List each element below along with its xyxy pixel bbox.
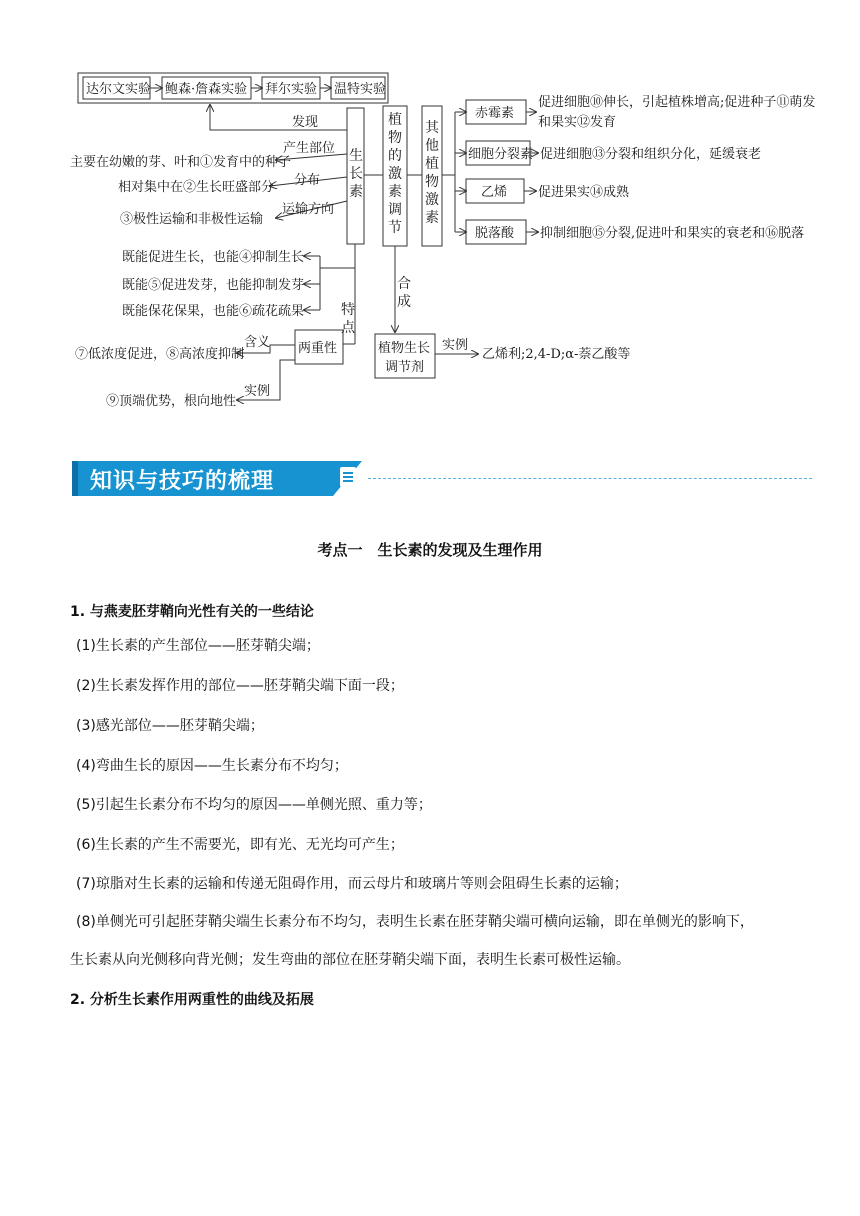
concept-diagram — [0, 0, 860, 420]
list-item: (8)单侧光可引起胚芽鞘尖端生长素分布不均匀，表明生长素在胚芽鞘尖端可横向运输，即在单侧光的影响下， — [76, 914, 754, 930]
text-gibberellin-2: 和果实⑫发育 — [538, 115, 617, 130]
box-paal: 拜尔实验 — [265, 82, 318, 97]
box-cytokinin: 细胞分裂素 — [468, 147, 534, 162]
label-distribution: 分布 — [294, 173, 321, 188]
box-regulator-2: 调节剂 — [385, 360, 425, 375]
label-synthesis-1: 合 — [397, 276, 411, 292]
list-item: (1)生长素的产生部位——胚芽鞘尖端； — [76, 638, 320, 654]
label-synthesis-2: 成 — [397, 294, 411, 310]
plant-hormone-char-4: 激 — [388, 166, 402, 182]
label-feature-2: 点 — [341, 320, 355, 336]
box-darwin: 达尔文实验 — [86, 82, 152, 97]
other-hormone-char-2: 他 — [425, 138, 439, 154]
list-item: (3)感光部位——胚芽鞘尖端； — [76, 718, 264, 734]
plant-hormone-char-5: 素 — [388, 184, 402, 200]
text-regulator-examples: 乙烯利;2,4-D;α-萘乙酸等 — [482, 347, 631, 362]
list-item: (4)弯曲生长的原因——生长素分布不均匀； — [76, 758, 348, 774]
box-two-nature: 两重性 — [298, 341, 338, 356]
banner-title: 知识与技巧的梳理 — [90, 469, 275, 494]
text-origin: 主要在幼嫩的芽、叶和①发育中的种子 — [70, 155, 292, 170]
section-banner — [72, 461, 812, 497]
plant-hormone-char-1: 植 — [388, 112, 402, 128]
text-meaning: ⑦低浓度促进，⑧高浓度抑制 — [75, 347, 245, 362]
label-regulator-example: 实例 — [442, 338, 469, 353]
other-hormone-char-3: 植 — [425, 156, 439, 172]
box-gibberellin: 赤霉素 — [475, 106, 515, 121]
auxin-char-2: 长 — [349, 166, 363, 182]
section-title: 考点一 生长素的发现及生理作用 — [317, 541, 543, 559]
text-cytokinin: 促进细胞⑬分裂和组织分化，延缓衰老 — [540, 147, 762, 162]
box-went: 温特实验 — [334, 82, 387, 97]
other-hormone-char-4: 物 — [425, 174, 439, 190]
document-icon — [340, 467, 356, 487]
plant-hormone-char-7: 节 — [388, 220, 402, 236]
text-gibberellin-1: 促进细胞⑩伸长，引起植株增高;促进种子⑪萌发 — [538, 95, 816, 110]
banner-accent — [72, 461, 78, 496]
heading-1: 1. 与燕麦胚芽鞘向光性有关的一些结论 — [70, 604, 314, 620]
box-abscisic-acid: 脱落酸 — [475, 226, 515, 241]
text-abscisic-acid: 抑制细胞⑮分裂,促进叶和果实的衰老和⑯脱落 — [540, 226, 805, 241]
plant-hormone-char-3: 的 — [388, 148, 402, 164]
label-discovery: 发现 — [292, 115, 319, 130]
text-ethylene: 促进果实⑭成熟 — [538, 185, 630, 200]
other-hormone-char-5: 激 — [425, 192, 439, 208]
auxin-char-1: 生 — [349, 148, 363, 164]
list-item: (2)生长素发挥作用的部位——胚芽鞘尖端下面一段； — [76, 678, 404, 694]
box-boysen-jensen: 鲍森·詹森实验 — [165, 82, 248, 97]
label-transport: 运输方向 — [282, 202, 335, 217]
label-origin: 产生部位 — [283, 141, 336, 156]
plant-hormone-char-6: 调 — [388, 202, 402, 218]
text-transport: ③极性运输和非极性运输 — [120, 212, 264, 227]
text-function-2: 既能⑤促进发芽，也能抑制发芽 — [122, 278, 305, 293]
label-meaning: 含义 — [244, 335, 271, 350]
box-ethylene: 乙烯 — [481, 185, 508, 200]
heading-2: 2. 分析生长素作用两重性的曲线及拓展 — [70, 992, 314, 1008]
label-feature-1: 特 — [341, 302, 355, 318]
text-distribution: 相对集中在②生长旺盛部分 — [118, 180, 275, 195]
text-example: ⑨顶端优势，根向地性 — [106, 394, 237, 409]
banner-dashed-line — [368, 478, 812, 479]
box-regulator-1: 植物生长 — [378, 341, 431, 356]
list-item: (7)琼脂对生长素的运输和传递无阻碍作用，而云母片和玻璃片等则会阻碍生长素的运输； — [76, 876, 628, 892]
text-function-1: 既能促进生长，也能④抑制生长 — [122, 250, 305, 265]
plant-hormone-char-2: 物 — [388, 130, 402, 146]
other-hormone-char-6: 素 — [425, 210, 439, 226]
text-function-3: 既能保花保果，也能⑥疏花疏果 — [122, 304, 305, 319]
other-hormone-char-1: 其 — [425, 120, 439, 136]
list-item: (6)生长素的产生不需要光，即有光、无光均可产生； — [76, 837, 404, 853]
label-example: 实例 — [244, 384, 271, 399]
list-item-continuation: 生长素从向光侧移向背光侧；发生弯曲的部位在胚芽鞘尖端下面，表明生长素可极性运输。 — [70, 952, 630, 968]
auxin-char-3: 素 — [349, 184, 363, 200]
list-item: (5)引起生长素分布不均匀的原因——单侧光照、重力等； — [76, 797, 432, 813]
